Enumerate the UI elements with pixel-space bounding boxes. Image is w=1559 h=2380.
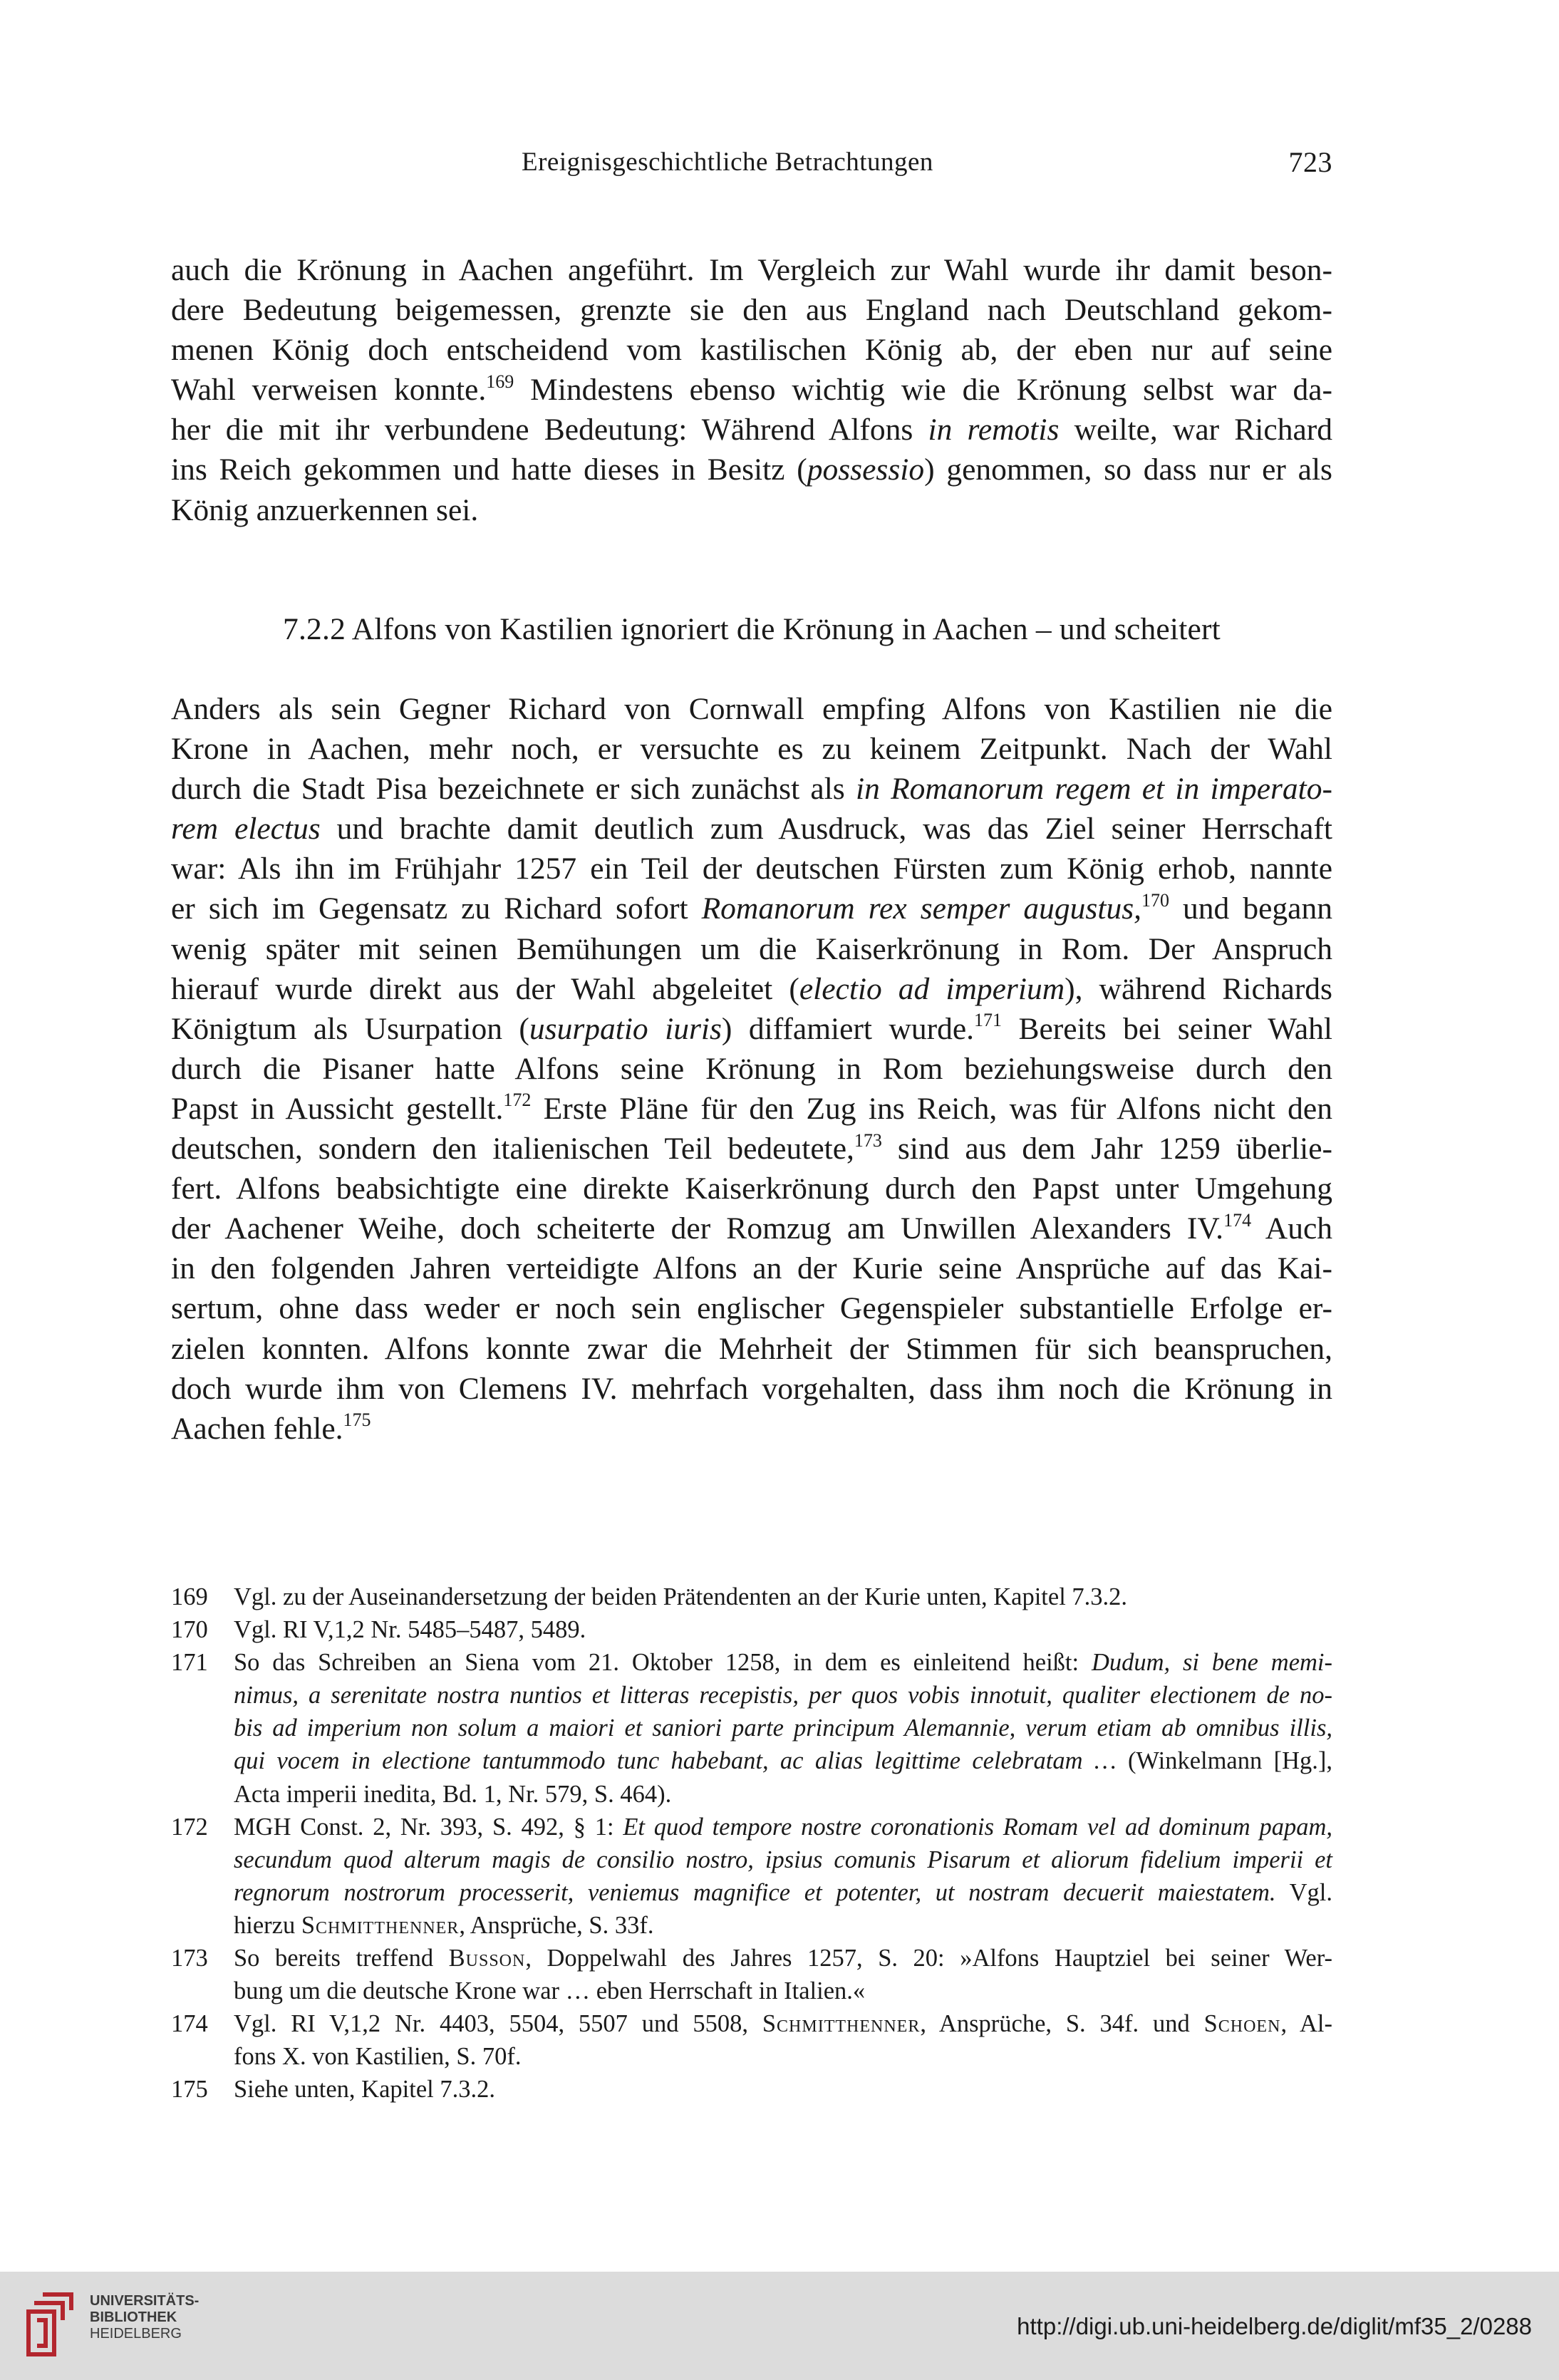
footnote-number: 172 (171, 1813, 208, 1841)
footnote-line: MGH Const. 2, Nr. 393, S. 492, § 1: Et quod tempore nostre coronationis Romam vel ad dominum papam, (234, 1813, 1332, 1841)
footnote-ref-175: 175 (343, 1409, 371, 1431)
footnote-169 (171, 1580, 1332, 1613)
footnote-line: Acta imperii inedita, Bd. 1, Nr. 579, S. 464). (234, 1780, 672, 1808)
text-line: der Aachener Weihe, doch scheiterte der Romzug am Unwillen Alexanders IV.$^{174}$ Auch (171, 1209, 1332, 1246)
text-line: her die mit ihr verbundene Bedeutung: Während Alfons in remotis weilte, war Richard (171, 413, 1332, 447)
text-line: Anders als sein Gegner Richard von Cornwall empfing Alfons von Kastilien nie die (171, 692, 1332, 726)
text-line: doch wurde ihm von Clemens IV. mehrfach vorgehalten, dass ihm noch die Krönung in (171, 1371, 1332, 1406)
text-line: durch die Pisaner hatte Alfons seine Krönung in Rom beziehungsweise durch den (171, 1051, 1332, 1086)
library-logo-text: UNIVERSITÄTS- BIBLIOTHEK HEIDELBERG (90, 2293, 200, 2342)
footnote-number: 171 (171, 1649, 208, 1677)
footnote-line: Siehe unten, Kapitel 7.3.2. (234, 2076, 495, 2104)
paragraph-2 (171, 689, 1332, 1449)
footnotes (171, 1580, 1332, 2106)
text-line: Königtum als Usurpation (usurpatio iuris) diffamiert wurde.$^{171}$ Bereits bei seiner Wahl (171, 1010, 1332, 1046)
footnote-170 (171, 1613, 1332, 1646)
footnote-line: bis ad imperium non solum a maiori et saniori parte principum Alemannie, verum etiam ab omnibus illis, (234, 1714, 1332, 1742)
text-line: in den folgenden Jahren verteidigte Alfons an der Kurie seine Ansprüche auf das Kai- (171, 1251, 1332, 1286)
footnote-ref-171: 171 (974, 1010, 1003, 1031)
page-number: 723 (1288, 146, 1332, 178)
footnote-number: 174 (171, 2010, 208, 2038)
footnote-175 (171, 2073, 1332, 2106)
footnote-line: Vgl. zu der Auseinandersetzung der beiden Prätendenten an der Kurie unten, Kapitel 7.3.2. (234, 1583, 1128, 1610)
footnote-ref-172: 172 (503, 1090, 532, 1111)
footnote-line: secundum quod alterum magis de consilio nostro, ipsius comunis Pisarum et aliorum fidelium imperii et (234, 1846, 1332, 1873)
running-head (171, 141, 1332, 184)
running-title: Ereignisgeschichtliche Betrachtungen (522, 148, 933, 177)
text-line: König anzuerkennen sei. (171, 492, 479, 527)
text-line: auch die Krönung in Aachen angeführt. Im Vergleich zur Wahl wurde ihr damit beson- (171, 253, 1332, 287)
text-line: fert. Alfons beabsichtigte eine direkte Kaiserkrönung durch den Papst unter Umgehung (171, 1171, 1332, 1206)
footnote-line: hierzu Schmitthenner, Ansprüche, S. 33f. (234, 1911, 654, 1939)
section-heading: 7.2.2 Alfons von Kastilien ignoriert die Krönung in Aachen – und scheitert (283, 612, 1221, 646)
footnote-171 (171, 1646, 1332, 1810)
footnote-number: 170 (171, 1616, 208, 1644)
text-line: Aachen fehle.$^{175}$ (171, 1409, 371, 1446)
footnote-line: qui vocem in electione tantummodo tunc habebant, ac alias legittime celebratam … (Winkelmann [Hg.], (234, 1747, 1332, 1775)
text-line: er sich im Gegensatz zu Richard sofort Romanorum rex semper augustus,$^{170}$ und begann (171, 889, 1332, 926)
footnote-173 (171, 1942, 1332, 2007)
footnote-number: 173 (171, 1945, 208, 1972)
footnote-line: regnorum nostrorum processerit, veniemus magnifice et potenter, ut nostram decuerit maiestatem. Vgl. (234, 1878, 1332, 1906)
text-line: dere Bedeutung beigemessen, grenzte sie den aus England nach Deutschland gekom- (171, 293, 1332, 328)
text-line: zielen konnten. Alfons konnte zwar die Mehrheit der Stimmen für sich beanspruchen, (171, 1331, 1332, 1366)
text-line: Papst in Aussicht gestellt.$^{172}$ Erste Pläne für den Zug ins Reich, was für Alfons nicht den (171, 1090, 1332, 1126)
footnote-174 (171, 2007, 1332, 2073)
footnote-ref-170: 170 (1141, 889, 1169, 911)
library-logo-icon (21, 2289, 86, 2360)
footnote-line: So bereits treffend Busson, Doppelwahl des Jahres 1257, S. 20: »Alfons Hauptziel bei seiner Wer- (234, 1945, 1332, 1972)
text-line: war: Als ihn im Frühjahr 1257 ein Teil der deutschen Fürsten zum König erhob, nannte (171, 852, 1332, 886)
footnote-line: Vgl. RI V,1,2 Nr. 5485–5487, 5489. (234, 1616, 586, 1644)
footnote-ref-174: 174 (1223, 1209, 1252, 1231)
text-line: menen König doch entscheidend vom kastilischen König ab, der eben nur auf seine (171, 333, 1332, 368)
source-url-link[interactable]: http://digi.ub.uni-heidelberg.de/diglit/mf35_2/0288 (1017, 2313, 1532, 2339)
footnote-line: So das Schreiben an Siena vom 21. Oktober 1258, in dem es einleitend heißt: Dudum, si bene memi- (234, 1649, 1332, 1677)
footnote-number: 169 (171, 1583, 208, 1610)
text-line: wenig später mit seinen Bemühungen um die Kaiserkrönung in Rom. Der Anspruch (171, 931, 1332, 966)
footnote-line: Vgl. RI V,1,2 Nr. 4403, 5504, 5507 und 5508, Schmitthenner, Ansprüche, S. 34f. und Schoen, Al- (234, 2010, 1332, 2038)
footnote-line: nimus, a serenitate nostra nuntios et litteras recepistis, per quos vobis innotuit, qualiter electionem de no- (234, 1682, 1332, 1709)
text-line: rem electus und brachte damit deutlich zum Ausdruck, was das Ziel seiner Herrschaft (171, 812, 1333, 847)
text-line: durch die Stadt Pisa bezeichnete er sich zunächst als in Romanorum regem et in imperato- (171, 772, 1333, 807)
footnote-line: fons X. von Kastilien, S. 70f. (234, 2043, 522, 2071)
text-line: sertum, ohne dass weder er noch sein englischer Gegenspieler substantielle Erfolge er- (171, 1291, 1332, 1326)
footnote-ref-169: 169 (486, 371, 514, 392)
text-line: Krone in Aachen, mehr noch, er versuchte es zu keinem Zeitpunkt. Nach der Wahl (171, 732, 1332, 767)
footnote-line: bung um die deutsche Krone war … eben Herrschaft in Italien.« (234, 1977, 866, 2005)
text-line: Wahl verweisen konnte.$^{169}$ Mindestens ebenso wichtig wie die Krönung selbst war da- (171, 371, 1333, 408)
text-line: ins Reich gekommen und hatte dieses in Besitz (possessio) genommen, so dass nur er als (171, 452, 1332, 487)
footnote-number: 175 (171, 2076, 208, 2104)
text-line: deutschen, sondern den italienischen Teil bedeutete,$^{173}$ sind aus dem Jahr 1259 überlie- (171, 1129, 1332, 1166)
paragraph-1 (171, 250, 1332, 530)
footnote-ref-173: 173 (854, 1129, 882, 1151)
text-line: hierauf wurde direkt aus der Wahl abgeleitet (electio ad imperium), während Richards (171, 971, 1332, 1006)
footnote-172 (171, 1811, 1332, 1942)
